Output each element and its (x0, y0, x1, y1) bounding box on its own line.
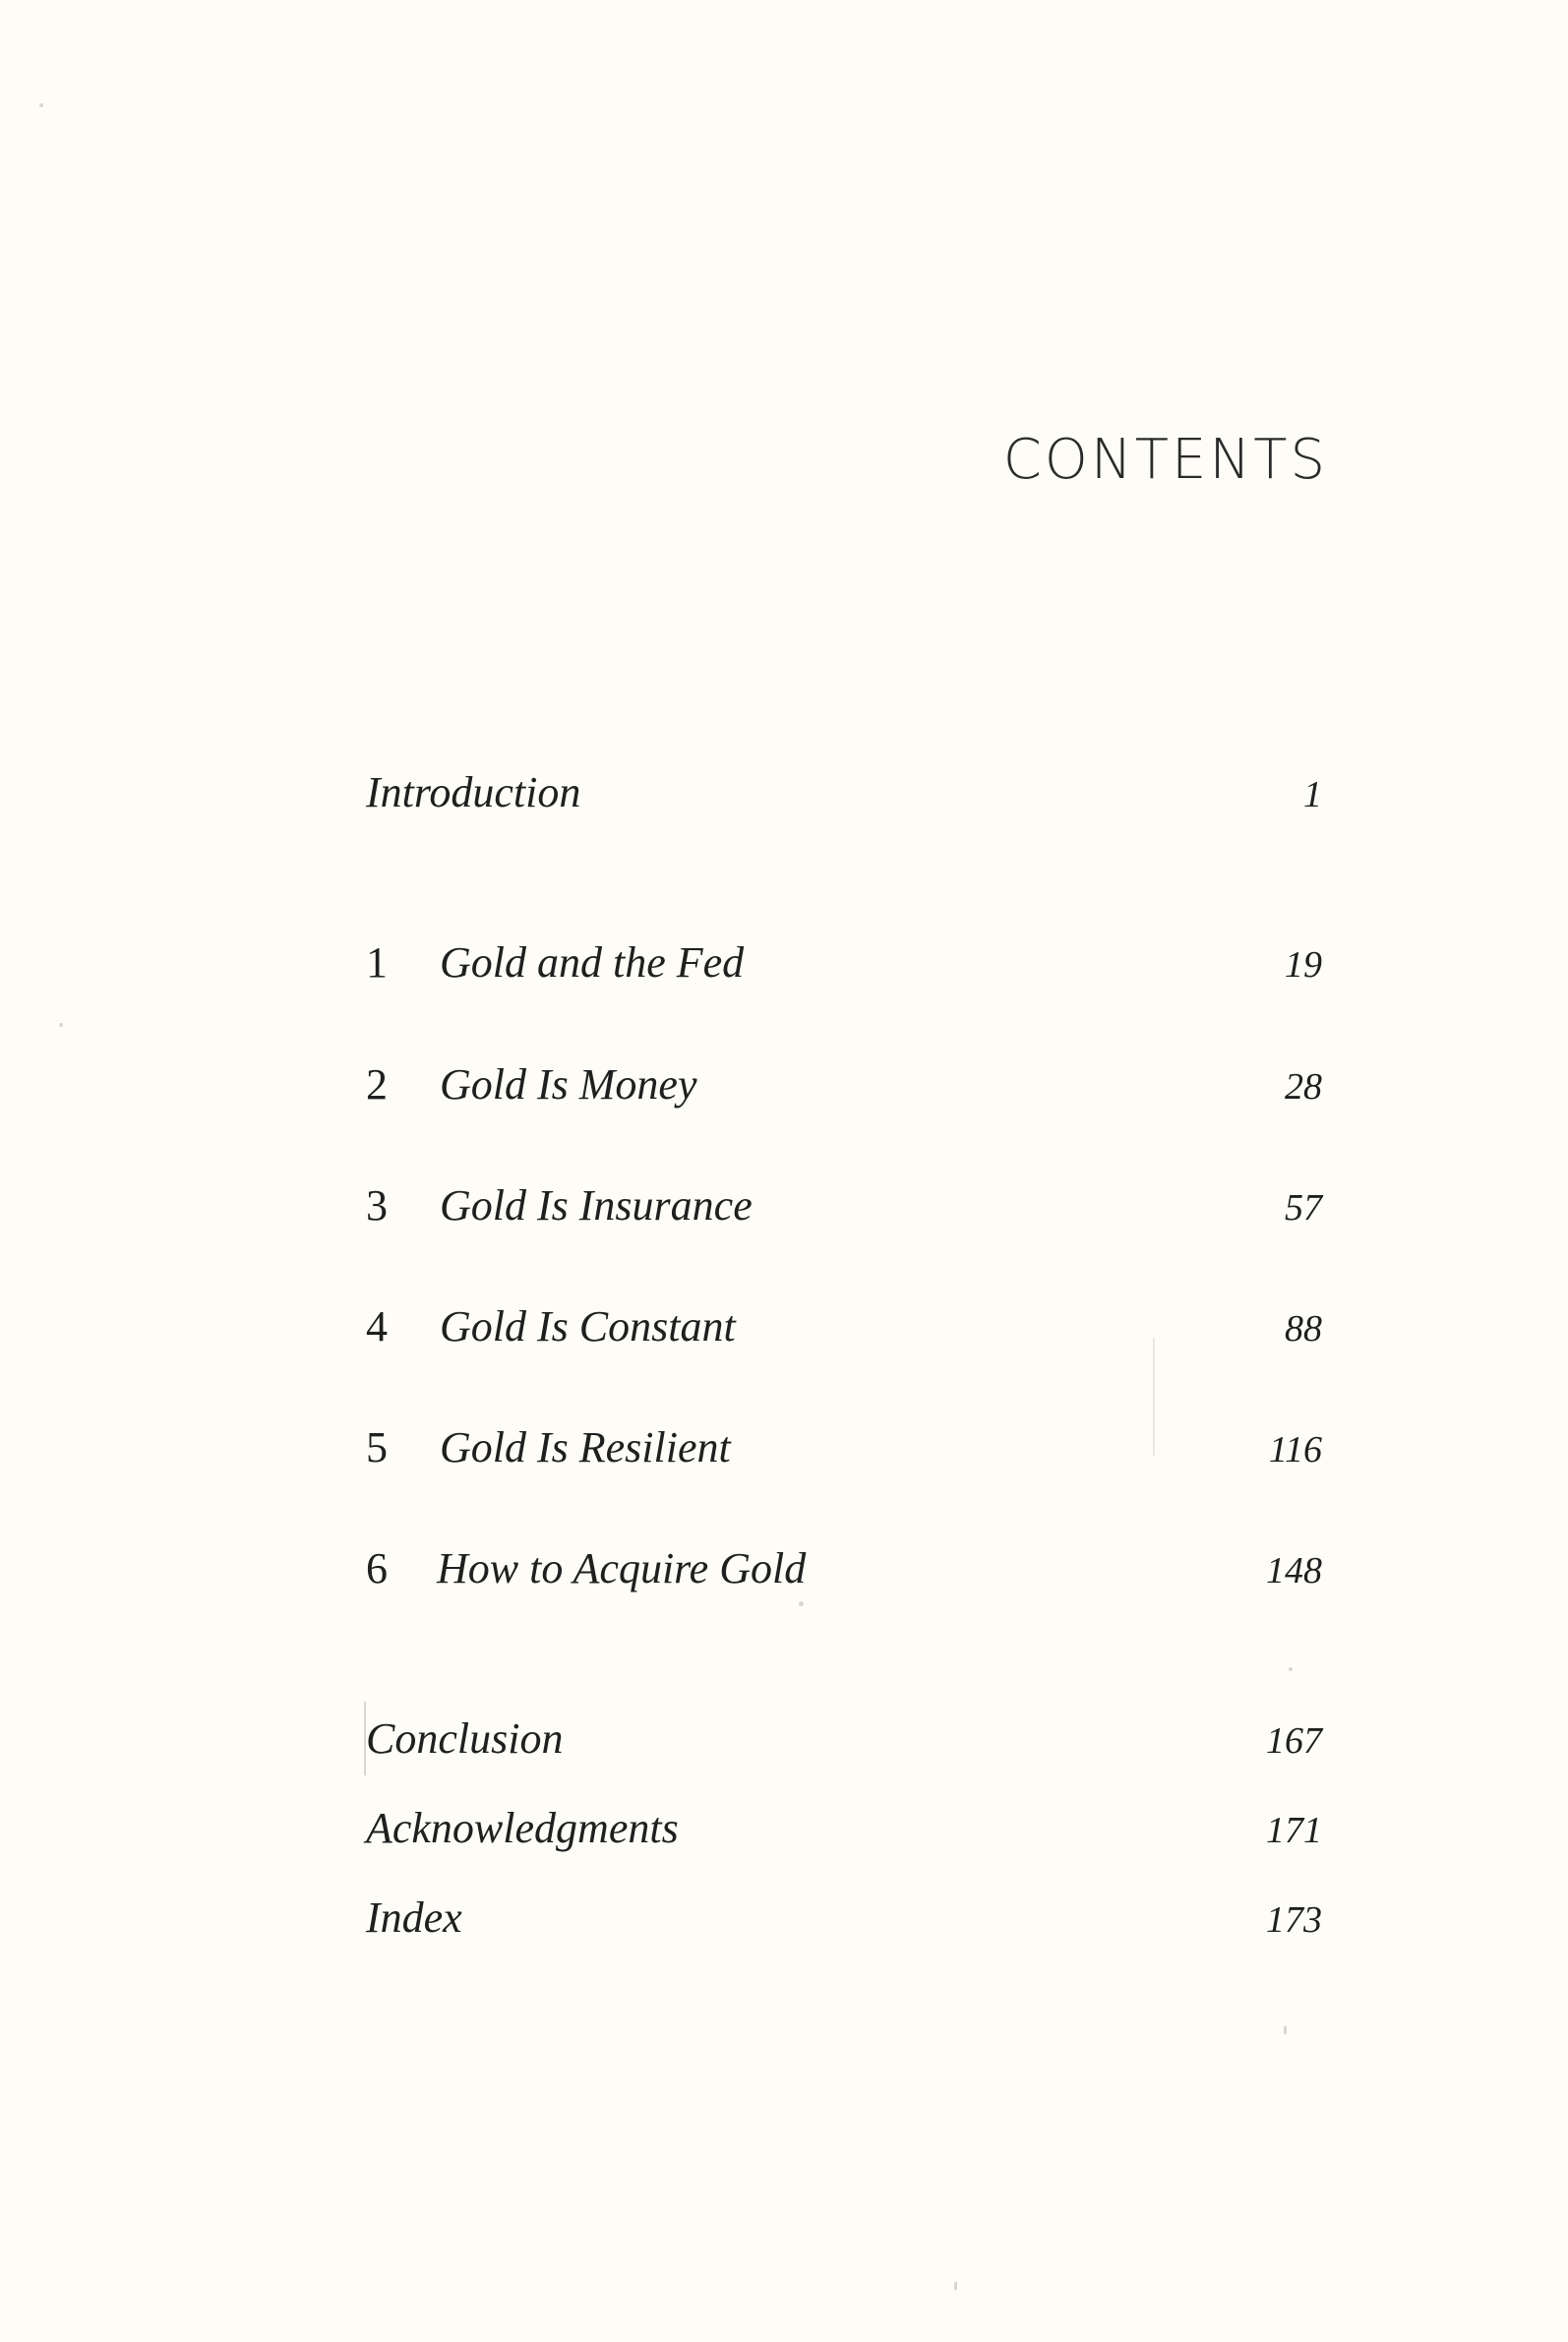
scan-artifact-dot (1289, 1667, 1293, 1671)
page-title: CONTENTS (1002, 428, 1328, 492)
toc-entry-title: Gold Is Constant (440, 1302, 736, 1351)
scan-artifact-dot (1284, 2026, 1287, 2034)
scan-artifact-dot (799, 1601, 804, 1606)
toc-entry-introduction (366, 763, 1322, 822)
toc-entry-page: 1 (1303, 774, 1322, 815)
toc-entry-number: 5 (366, 1423, 388, 1471)
toc-entry-title: Acknowledgments (366, 1804, 679, 1852)
toc-entry-page: 167 (1266, 1720, 1322, 1762)
toc-entry-number: 6 (366, 1544, 388, 1592)
scan-artifact-line (364, 1702, 366, 1775)
toc-entry-number: 4 (366, 1302, 388, 1351)
toc-entry-acknowledgments (366, 1799, 1322, 1858)
toc-entry-page: 171 (1266, 1810, 1322, 1851)
toc-entry-chapter-6 (366, 1539, 1322, 1598)
toc-entry-title: Introduction (366, 768, 581, 816)
toc-entry-title: Gold Is Money (440, 1060, 697, 1109)
toc-entry-page: 88 (1285, 1308, 1322, 1350)
scan-artifact-dot (39, 103, 43, 107)
toc-entry-page: 57 (1285, 1187, 1322, 1229)
toc-entry-index (366, 1889, 1322, 1948)
toc-entry-page: 19 (1285, 944, 1322, 986)
scan-artifact-line (1153, 1338, 1155, 1456)
toc-entry-chapter-1 (366, 933, 1322, 992)
toc-entry-conclusion (366, 1710, 1322, 1769)
toc-entry-title: Conclusion (366, 1714, 564, 1763)
toc-entry-number: 1 (366, 938, 388, 987)
toc-entry-title: How to Acquire Gold (437, 1544, 807, 1592)
toc-entry-number: 3 (366, 1181, 388, 1230)
toc-entry-page: 116 (1268, 1429, 1322, 1471)
toc-entry-title: Gold and the Fed (440, 938, 745, 987)
toc-entry-chapter-4 (366, 1297, 1322, 1356)
toc-entry-page: 148 (1266, 1550, 1322, 1591)
toc-entry-page: 173 (1266, 1899, 1322, 1941)
toc-entry-chapter-2 (366, 1055, 1322, 1114)
scan-artifact-dot (59, 1023, 63, 1027)
toc-entry-page: 28 (1285, 1066, 1322, 1108)
toc-entry-title: Gold Is Insurance (440, 1181, 753, 1230)
toc-entry-title: Gold Is Resilient (440, 1423, 731, 1471)
scan-artifact-dot (954, 2282, 957, 2290)
toc-entry-title: Index (366, 1893, 462, 1942)
toc-entry-number: 2 (366, 1060, 388, 1109)
toc-entry-chapter-3 (366, 1176, 1322, 1235)
toc-entry-chapter-5 (366, 1418, 1322, 1477)
